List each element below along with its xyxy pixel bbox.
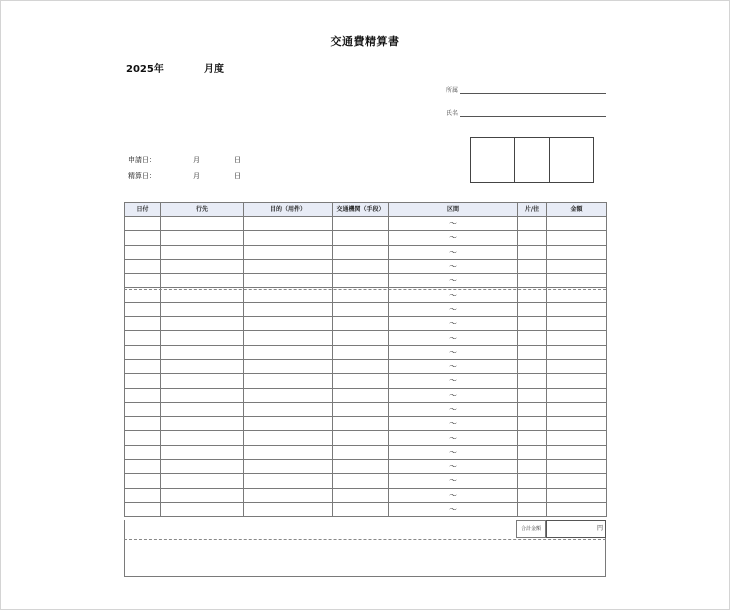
apply-date-label: 申請日： xyxy=(128,156,156,164)
cell-trip-type[interactable] xyxy=(518,331,547,345)
cell-destination[interactable] xyxy=(161,374,244,388)
cell-amount[interactable] xyxy=(547,331,607,345)
cell-trip-type[interactable] xyxy=(518,217,547,231)
cell-amount[interactable] xyxy=(547,417,607,431)
cell-purpose[interactable] xyxy=(244,288,333,302)
cell-amount[interactable] xyxy=(547,502,607,516)
cell-purpose[interactable] xyxy=(244,231,333,245)
cell-purpose[interactable] xyxy=(244,474,333,488)
cell-route[interactable]: 〜 xyxy=(389,231,518,245)
cell-transport[interactable] xyxy=(333,388,389,402)
cell-amount[interactable] xyxy=(547,445,607,459)
cell-amount[interactable] xyxy=(547,374,607,388)
apply-day-unit: 日 xyxy=(234,156,241,164)
name-label: 氏名 xyxy=(446,110,459,117)
cell-amount[interactable] xyxy=(547,474,607,488)
cell-route[interactable]: 〜 xyxy=(389,388,518,402)
cell-trip-type[interactable] xyxy=(518,302,547,316)
cell-route[interactable]: 〜 xyxy=(389,259,518,273)
cell-purpose[interactable] xyxy=(244,431,333,445)
cell-amount[interactable] xyxy=(547,359,607,373)
cell-transport[interactable] xyxy=(333,502,389,516)
cell-transport[interactable] xyxy=(333,417,389,431)
cell-purpose[interactable] xyxy=(244,445,333,459)
cell-amount[interactable] xyxy=(547,259,607,273)
cell-date[interactable] xyxy=(125,388,161,402)
cell-trip-type[interactable] xyxy=(518,445,547,459)
cell-purpose[interactable] xyxy=(244,388,333,402)
table-body xyxy=(125,217,607,517)
cut-line-divider xyxy=(124,539,606,540)
cell-route[interactable]: 〜 xyxy=(389,488,518,502)
header-route: 区間 xyxy=(389,203,518,217)
cell-amount[interactable] xyxy=(547,317,607,331)
cell-trip-type[interactable] xyxy=(518,259,547,273)
cell-destination[interactable] xyxy=(161,417,244,431)
table-row xyxy=(125,274,607,288)
cell-purpose[interactable] xyxy=(244,331,333,345)
cell-amount[interactable] xyxy=(547,231,607,245)
cell-transport[interactable] xyxy=(333,359,389,373)
cell-trip-type[interactable] xyxy=(518,431,547,445)
cell-amount[interactable] xyxy=(547,402,607,416)
cell-destination[interactable] xyxy=(161,331,244,345)
cell-route[interactable]: 〜 xyxy=(389,502,518,516)
cell-date[interactable] xyxy=(125,288,161,302)
cell-purpose[interactable] xyxy=(244,274,333,288)
cell-date[interactable] xyxy=(125,445,161,459)
cell-destination[interactable] xyxy=(161,402,244,416)
cell-trip-type[interactable] xyxy=(518,345,547,359)
table-row xyxy=(125,302,607,316)
cell-transport[interactable] xyxy=(333,331,389,345)
cell-destination[interactable] xyxy=(161,474,244,488)
cell-destination[interactable] xyxy=(161,359,244,373)
settle-date-label: 精算日： xyxy=(128,172,156,180)
cell-purpose[interactable] xyxy=(244,374,333,388)
cell-amount[interactable] xyxy=(547,245,607,259)
cell-transport[interactable] xyxy=(333,431,389,445)
cell-trip-type[interactable] xyxy=(518,359,547,373)
cell-route[interactable]: 〜 xyxy=(389,302,518,316)
cell-amount[interactable] xyxy=(547,460,607,474)
cell-trip-type[interactable] xyxy=(518,488,547,502)
cell-date[interactable] xyxy=(125,502,161,516)
cell-date[interactable] xyxy=(125,331,161,345)
cell-route[interactable]: 〜 xyxy=(389,460,518,474)
cell-destination[interactable] xyxy=(161,460,244,474)
table-row xyxy=(125,245,607,259)
cell-trip-type[interactable] xyxy=(518,417,547,431)
cell-transport[interactable] xyxy=(333,231,389,245)
cell-amount[interactable] xyxy=(547,217,607,231)
cell-purpose[interactable] xyxy=(244,488,333,502)
cell-date[interactable] xyxy=(125,274,161,288)
cell-transport[interactable] xyxy=(333,245,389,259)
cell-date[interactable] xyxy=(125,417,161,431)
total-amount-field[interactable] xyxy=(546,520,606,538)
table-row xyxy=(125,259,607,273)
table-row xyxy=(125,345,607,359)
cell-trip-type[interactable] xyxy=(518,402,547,416)
cell-date[interactable] xyxy=(125,259,161,273)
cell-date[interactable] xyxy=(125,217,161,231)
month-label: 月度 xyxy=(204,64,224,75)
table-row xyxy=(125,431,607,445)
cell-date[interactable] xyxy=(125,317,161,331)
cell-route[interactable]: 〜 xyxy=(389,402,518,416)
cell-transport[interactable] xyxy=(333,217,389,231)
cell-trip-type[interactable] xyxy=(518,388,547,402)
cell-destination[interactable] xyxy=(161,217,244,231)
currency-label: 円 xyxy=(596,525,603,532)
cell-destination[interactable] xyxy=(161,302,244,316)
cell-route[interactable]: 〜 xyxy=(389,445,518,459)
table-row xyxy=(125,359,607,373)
table-row xyxy=(125,445,607,459)
cell-route[interactable]: 〜 xyxy=(389,345,518,359)
cell-amount[interactable] xyxy=(547,388,607,402)
cell-date[interactable] xyxy=(125,345,161,359)
cell-purpose[interactable] xyxy=(244,502,333,516)
cell-transport[interactable] xyxy=(333,402,389,416)
cell-route[interactable]: 〜 xyxy=(389,331,518,345)
approval-stamp-box xyxy=(470,137,515,183)
cell-route[interactable]: 〜 xyxy=(389,217,518,231)
cell-destination[interactable] xyxy=(161,445,244,459)
cell-destination[interactable] xyxy=(161,431,244,445)
cell-transport[interactable] xyxy=(333,345,389,359)
cell-transport[interactable] xyxy=(333,288,389,302)
cell-amount[interactable] xyxy=(547,288,607,302)
cell-destination[interactable] xyxy=(161,317,244,331)
cell-purpose[interactable] xyxy=(244,402,333,416)
cell-trip-type[interactable] xyxy=(518,245,547,259)
cell-date[interactable] xyxy=(125,402,161,416)
cell-route[interactable]: 〜 xyxy=(389,245,518,259)
table-row xyxy=(125,331,607,345)
cell-purpose[interactable] xyxy=(244,345,333,359)
cell-trip-type[interactable] xyxy=(518,502,547,516)
cell-destination[interactable] xyxy=(161,259,244,273)
cell-amount[interactable] xyxy=(547,345,607,359)
cell-date[interactable] xyxy=(125,488,161,502)
cell-transport[interactable] xyxy=(333,274,389,288)
cell-destination[interactable] xyxy=(161,274,244,288)
department-label: 所属 xyxy=(446,87,459,94)
cell-date[interactable] xyxy=(125,231,161,245)
cell-amount[interactable] xyxy=(547,274,607,288)
cell-trip-type[interactable] xyxy=(518,288,547,302)
table-row xyxy=(125,402,607,416)
cell-destination[interactable] xyxy=(161,231,244,245)
cell-purpose[interactable] xyxy=(244,359,333,373)
cut-line-divider xyxy=(124,289,606,290)
cell-amount[interactable] xyxy=(547,302,607,316)
cell-destination[interactable] xyxy=(161,502,244,516)
table-row xyxy=(125,217,607,231)
cell-route[interactable]: 〜 xyxy=(389,317,518,331)
cell-amount[interactable] xyxy=(547,488,607,502)
table-row xyxy=(125,288,607,302)
cell-purpose[interactable] xyxy=(244,259,333,273)
cell-date[interactable] xyxy=(125,474,161,488)
approval-stamp-box xyxy=(549,137,594,183)
cell-destination[interactable] xyxy=(161,245,244,259)
cell-date[interactable] xyxy=(125,460,161,474)
table-row xyxy=(125,502,607,516)
cell-route[interactable]: 〜 xyxy=(389,474,518,488)
cell-date[interactable] xyxy=(125,302,161,316)
cell-trip-type[interactable] xyxy=(518,317,547,331)
table-header-row xyxy=(125,203,607,217)
settle-day-unit: 日 xyxy=(234,172,241,180)
table-row xyxy=(125,488,607,502)
header-amount: 金額 xyxy=(547,203,607,217)
cell-trip-type[interactable] xyxy=(518,231,547,245)
cell-date[interactable] xyxy=(125,374,161,388)
document-title: 交通費精算書 xyxy=(330,35,400,48)
cell-transport[interactable] xyxy=(333,488,389,502)
cell-transport[interactable] xyxy=(333,374,389,388)
header-date: 日付 xyxy=(125,203,161,217)
cell-transport[interactable] xyxy=(333,317,389,331)
cell-purpose[interactable] xyxy=(244,302,333,316)
table-row xyxy=(125,460,607,474)
cell-date[interactable] xyxy=(125,245,161,259)
cell-transport[interactable] xyxy=(333,259,389,273)
cell-destination[interactable] xyxy=(161,288,244,302)
cell-date[interactable] xyxy=(125,359,161,373)
cell-transport[interactable] xyxy=(333,474,389,488)
cell-route[interactable]: 〜 xyxy=(389,274,518,288)
department-field[interactable] xyxy=(460,93,606,94)
year-label: 2025年 xyxy=(126,64,164,75)
cell-route[interactable]: 〜 xyxy=(389,288,518,302)
cell-purpose[interactable] xyxy=(244,460,333,474)
table-row xyxy=(125,231,607,245)
table-row xyxy=(125,388,607,402)
cell-purpose[interactable] xyxy=(244,245,333,259)
cell-trip-type[interactable] xyxy=(518,274,547,288)
cell-trip-type[interactable] xyxy=(518,474,547,488)
total-label: 合計金額 xyxy=(516,520,546,538)
cell-date[interactable] xyxy=(125,431,161,445)
cell-purpose[interactable] xyxy=(244,217,333,231)
header-destination: 行先 xyxy=(161,203,244,217)
settle-month-unit: 月 xyxy=(193,172,200,180)
header-trip-type: 片/往 xyxy=(518,203,547,217)
approval-stamp-box xyxy=(514,137,550,183)
table-row xyxy=(125,417,607,431)
apply-month-unit: 月 xyxy=(193,156,200,164)
cell-route[interactable]: 〜 xyxy=(389,359,518,373)
name-field[interactable] xyxy=(460,116,606,117)
header-purpose: 目的（用件） xyxy=(244,203,333,217)
cell-destination[interactable] xyxy=(161,388,244,402)
cell-route[interactable]: 〜 xyxy=(389,417,518,431)
expense-table xyxy=(124,202,607,517)
cell-route[interactable]: 〜 xyxy=(389,374,518,388)
table-row xyxy=(125,474,607,488)
cell-route[interactable]: 〜 xyxy=(389,431,518,445)
cell-trip-type[interactable] xyxy=(518,460,547,474)
cell-transport[interactable] xyxy=(333,302,389,316)
cell-amount[interactable] xyxy=(547,431,607,445)
cell-purpose[interactable] xyxy=(244,417,333,431)
cell-transport[interactable] xyxy=(333,460,389,474)
table-row xyxy=(125,317,607,331)
cell-trip-type[interactable] xyxy=(518,374,547,388)
cell-transport[interactable] xyxy=(333,445,389,459)
header-transport: 交通機関（手段） xyxy=(333,203,389,217)
table-row xyxy=(125,374,607,388)
cell-purpose[interactable] xyxy=(244,317,333,331)
cell-destination[interactable] xyxy=(161,488,244,502)
cell-destination[interactable] xyxy=(161,345,244,359)
